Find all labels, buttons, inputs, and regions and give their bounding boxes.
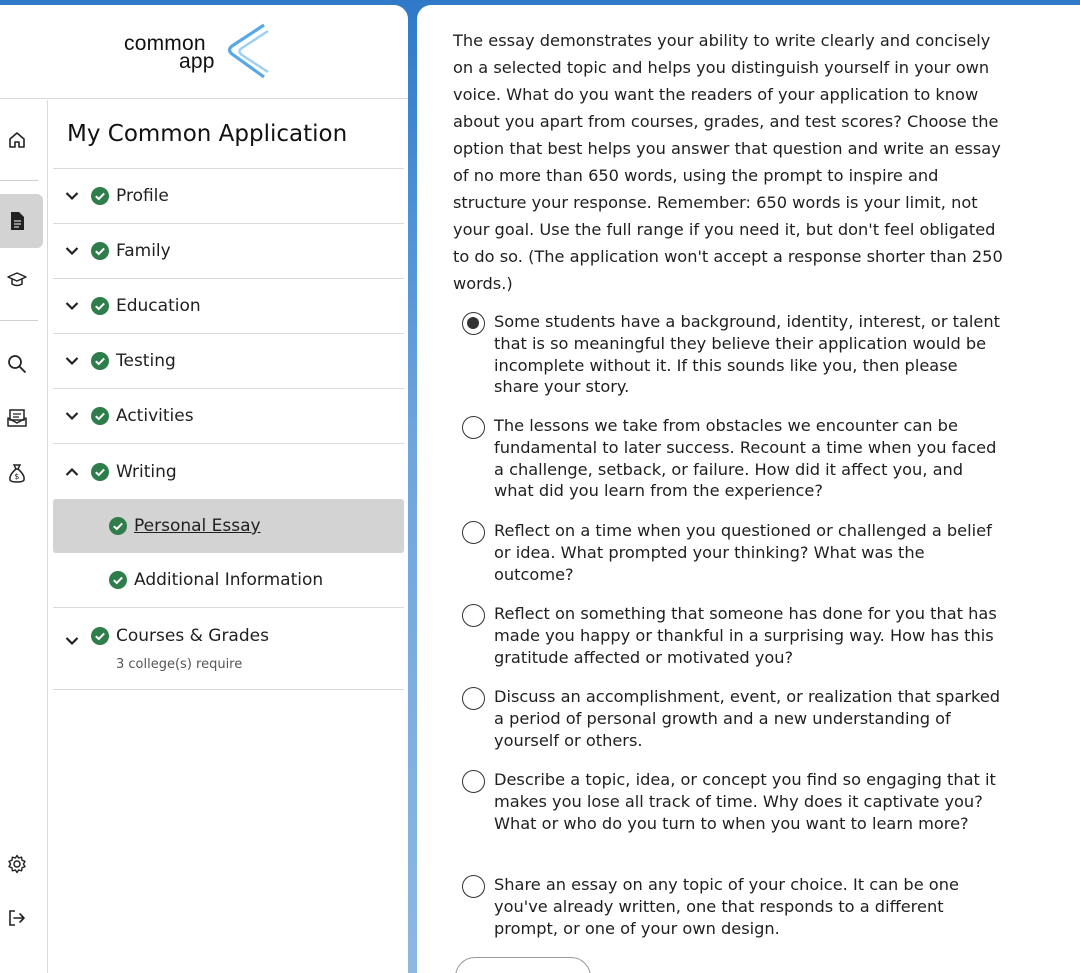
radio-button[interactable] xyxy=(462,416,485,439)
graduation-cap-icon[interactable] xyxy=(4,267,30,293)
partially-visible-button[interactable] xyxy=(455,957,591,973)
search-icon[interactable] xyxy=(4,351,30,377)
radio-button[interactable] xyxy=(462,521,485,544)
nav-item-label: Family xyxy=(116,241,171,261)
check-circle-icon xyxy=(91,297,109,315)
money-bag-icon[interactable] xyxy=(4,460,30,486)
left-panel xyxy=(0,5,408,973)
gear-icon[interactable] xyxy=(4,851,30,877)
chevron-down-icon xyxy=(65,301,79,311)
chevron-down-icon xyxy=(65,356,79,366)
check-circle-icon xyxy=(109,571,127,589)
nav-item-testing[interactable] xyxy=(53,334,404,389)
nav-item-label: Education xyxy=(116,296,201,316)
writing-group xyxy=(53,444,404,608)
nav-item-profile[interactable] xyxy=(53,169,404,224)
essay-prompt-text: Describe a topic, idea, or concept you find so engaging that it makes you lose all track of time. Why does it captivate you? What or who do you turn to when you want to learn more? xyxy=(494,770,996,833)
logo-line1: common xyxy=(124,32,206,55)
nav-item-note: 3 college(s) require xyxy=(116,657,243,672)
nav-item-label: Writing xyxy=(116,461,177,482)
essay-prompt-text: Some students have a background, identity, interest, or talent that is so meaningful they believe their application would be incomplete without it. If this sounds like you, then please share your story. xyxy=(494,312,1000,397)
nav-item-label: Profile xyxy=(116,186,169,206)
radio-button[interactable] xyxy=(462,875,485,898)
check-circle-icon xyxy=(91,187,109,205)
nav-item-education[interactable] xyxy=(53,279,404,334)
icon-rail xyxy=(0,100,48,973)
nav-subitem-additional-information[interactable] xyxy=(53,553,404,607)
nav-subitem-personal-essay[interactable] xyxy=(53,499,404,553)
logout-icon[interactable] xyxy=(4,905,30,931)
radio-button[interactable] xyxy=(462,687,485,710)
radio-button[interactable] xyxy=(462,604,485,627)
essay-prompt-text: Discuss an accomplishment, event, or realization that sparked a period of personal growth and a new understanding of yourself or others. xyxy=(494,687,1001,750)
nav-item-activities[interactable] xyxy=(53,389,404,444)
essay-prompt-text: The lessons we take from obstacles we encounter can be fundamental to later success. Recount a time when you faced a challenge, setback, or failure. How did it affect you, and what did you learn from the experience? xyxy=(494,416,997,501)
check-circle-icon xyxy=(109,517,127,535)
check-circle-icon xyxy=(91,407,109,425)
application-nav xyxy=(53,100,404,690)
check-circle-icon xyxy=(91,242,109,260)
check-circle-icon xyxy=(91,352,109,370)
chevron-down-icon xyxy=(65,411,79,421)
radio-button[interactable] xyxy=(462,770,485,793)
nav-item-courses-grades[interactable] xyxy=(53,608,404,690)
logo-mark-icon xyxy=(224,22,270,80)
essay-prompt-text: Reflect on something that someone has done for you that has made you happy or thankful in a surprising way. How has this gratitude affected or motivated you? xyxy=(494,604,997,667)
essay-prompt-text: Reflect on a time when you questioned or challenged a belief or idea. What prompted your thinking? What was the outcome? xyxy=(494,521,992,584)
essay-instructions: The essay demonstrates your ability to write clearly and concisely on a selected topic and helps you distinguish yourself in your own voice. What do you want the readers of your application to know about you apart from courses, grades, and test scores? Choose the option that best helps you answer that question and write an essay of no more than 650 words, using the prompt to inspire and structure your response. Remember: 650 words is your limit, not your goal. Use the full range if you need it, but don't feel obligated to do so. (The application won't accept a response shorter than 250 words.) xyxy=(453,31,1003,293)
radio-button-selected[interactable] xyxy=(462,312,485,335)
chevron-down-icon xyxy=(65,246,79,256)
essay-panel xyxy=(417,5,1080,973)
essay-prompt-text: Share an essay on any topic of your choice. It can be one you've already written, one that responds to a different prompt, or one of your own design. xyxy=(494,875,959,938)
chevron-up-icon xyxy=(65,467,79,477)
nav-title: My Common Application xyxy=(53,100,404,169)
nav-item-label: Testing xyxy=(116,351,176,371)
logo-area xyxy=(0,5,408,99)
nav-item-writing[interactable] xyxy=(53,444,404,499)
svg-text:$: $ xyxy=(14,472,20,481)
chevron-down-icon xyxy=(65,636,79,646)
common-app-logo[interactable] xyxy=(124,32,224,73)
nav-item-label: Activities xyxy=(116,406,194,426)
check-circle-icon xyxy=(91,627,109,645)
rail-divider xyxy=(0,180,38,181)
check-circle-icon xyxy=(91,463,109,481)
nav-item-label: Courses & Grades xyxy=(116,626,269,646)
chevron-down-icon xyxy=(65,191,79,201)
home-icon[interactable] xyxy=(4,127,30,153)
mail-icon[interactable] xyxy=(4,405,30,431)
nav-subitem-label: Additional Information xyxy=(134,570,324,590)
nav-item-family[interactable] xyxy=(53,224,404,279)
nav-subitem-label: Personal Essay xyxy=(134,516,261,536)
rail-divider xyxy=(0,320,38,321)
document-icon[interactable] xyxy=(4,208,30,234)
logo-line2: app xyxy=(179,50,215,73)
